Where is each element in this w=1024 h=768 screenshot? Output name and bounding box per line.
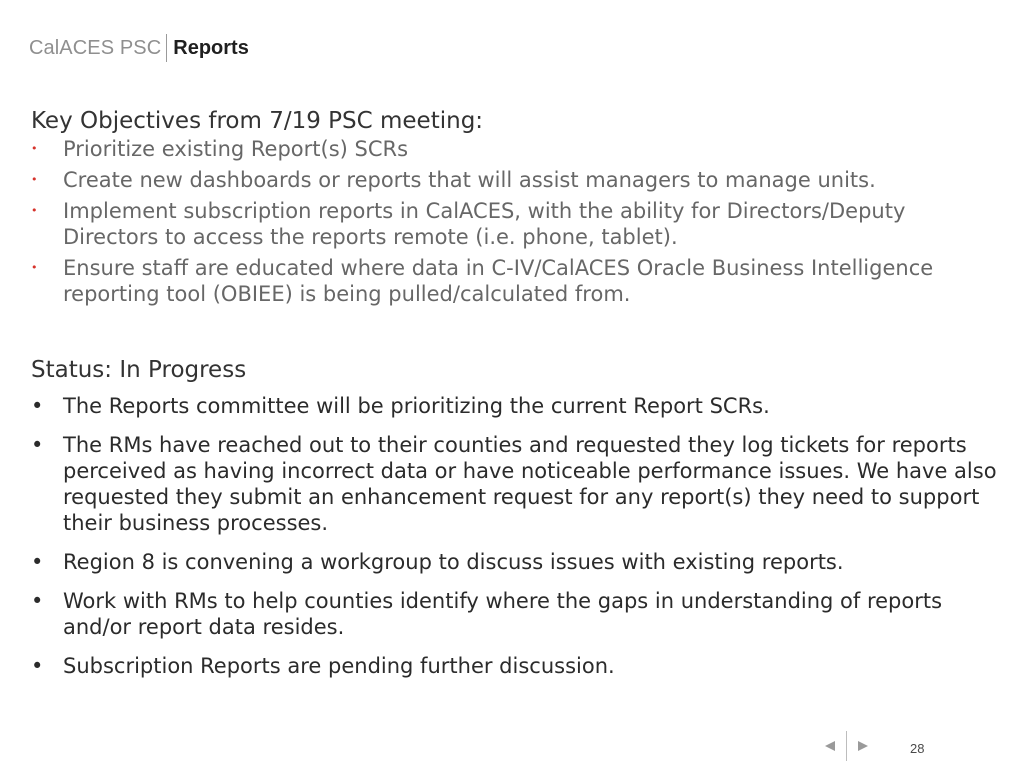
status-text: Work with RMs to help counties identify where the gaps in understanding of reports and/or report data resides. (63, 589, 943, 639)
status-item (31, 549, 1001, 575)
next-slide-button[interactable] (855, 738, 871, 754)
bullet-icon: • (31, 261, 38, 274)
bullet-icon: • (31, 394, 44, 418)
bullet-icon: • (31, 142, 38, 155)
status-item (31, 432, 1001, 536)
page-number: 28 (910, 741, 925, 756)
bullet-icon: • (31, 204, 38, 217)
triangle-left-icon (824, 740, 836, 752)
objective-text: Prioritize existing Report(s) SCRs (63, 137, 409, 161)
bullet-icon: • (31, 550, 44, 574)
status-text: The Reports committee will be prioritizing the current Report SCRs. (63, 394, 770, 418)
objective-text: Implement subscription reports in CalACES, with the ability for Directors/Deputy Directors to access the reports remote (i.e. phone, tablet). (63, 199, 906, 249)
status-item (31, 393, 1001, 419)
header-divider (166, 34, 167, 62)
slide-header (29, 33, 249, 63)
status-text: The RMs have reached out to their counties and requested they log tickets for reports perceived as having incorrect data or have noticeable performance issues. We have also requested they submit an enhancement request for any report(s) they need to support their business processes. (63, 433, 997, 535)
bullet-icon: • (31, 433, 44, 457)
bullet-icon: • (31, 654, 44, 678)
bullet-icon: • (31, 589, 44, 613)
brand-title: CalACES PSC (29, 36, 162, 59)
status-heading: Status: In Progress (31, 357, 247, 383)
slide-navigation (822, 730, 871, 762)
objectives-list (31, 136, 1001, 307)
objective-item (31, 167, 1001, 193)
objective-text: Create new dashboards or reports that will assist managers to manage units. (63, 168, 876, 192)
objective-item (31, 198, 1001, 250)
status-text: Subscription Reports are pending further discussion. (63, 654, 615, 678)
status-item (31, 653, 1001, 679)
nav-divider (846, 731, 847, 761)
previous-slide-button[interactable] (822, 738, 838, 754)
objective-item (31, 136, 1001, 162)
triangle-right-icon (857, 740, 869, 752)
status-text: Region 8 is convening a workgroup to discuss issues with existing reports. (63, 550, 844, 574)
status-item (31, 588, 1001, 640)
section-title: Reports (173, 36, 249, 59)
bullet-icon: • (31, 173, 38, 186)
objectives-heading: Key Objectives from 7/19 PSC meeting: (31, 108, 484, 134)
status-list (31, 393, 1001, 679)
objective-text: Ensure staff are educated where data in C-IV/CalACES Oracle Business Intelligence reporting tool (OBIEE) is being pulled/calculated from. (63, 256, 934, 306)
slide-content (31, 106, 1001, 692)
objective-item (31, 255, 1001, 307)
